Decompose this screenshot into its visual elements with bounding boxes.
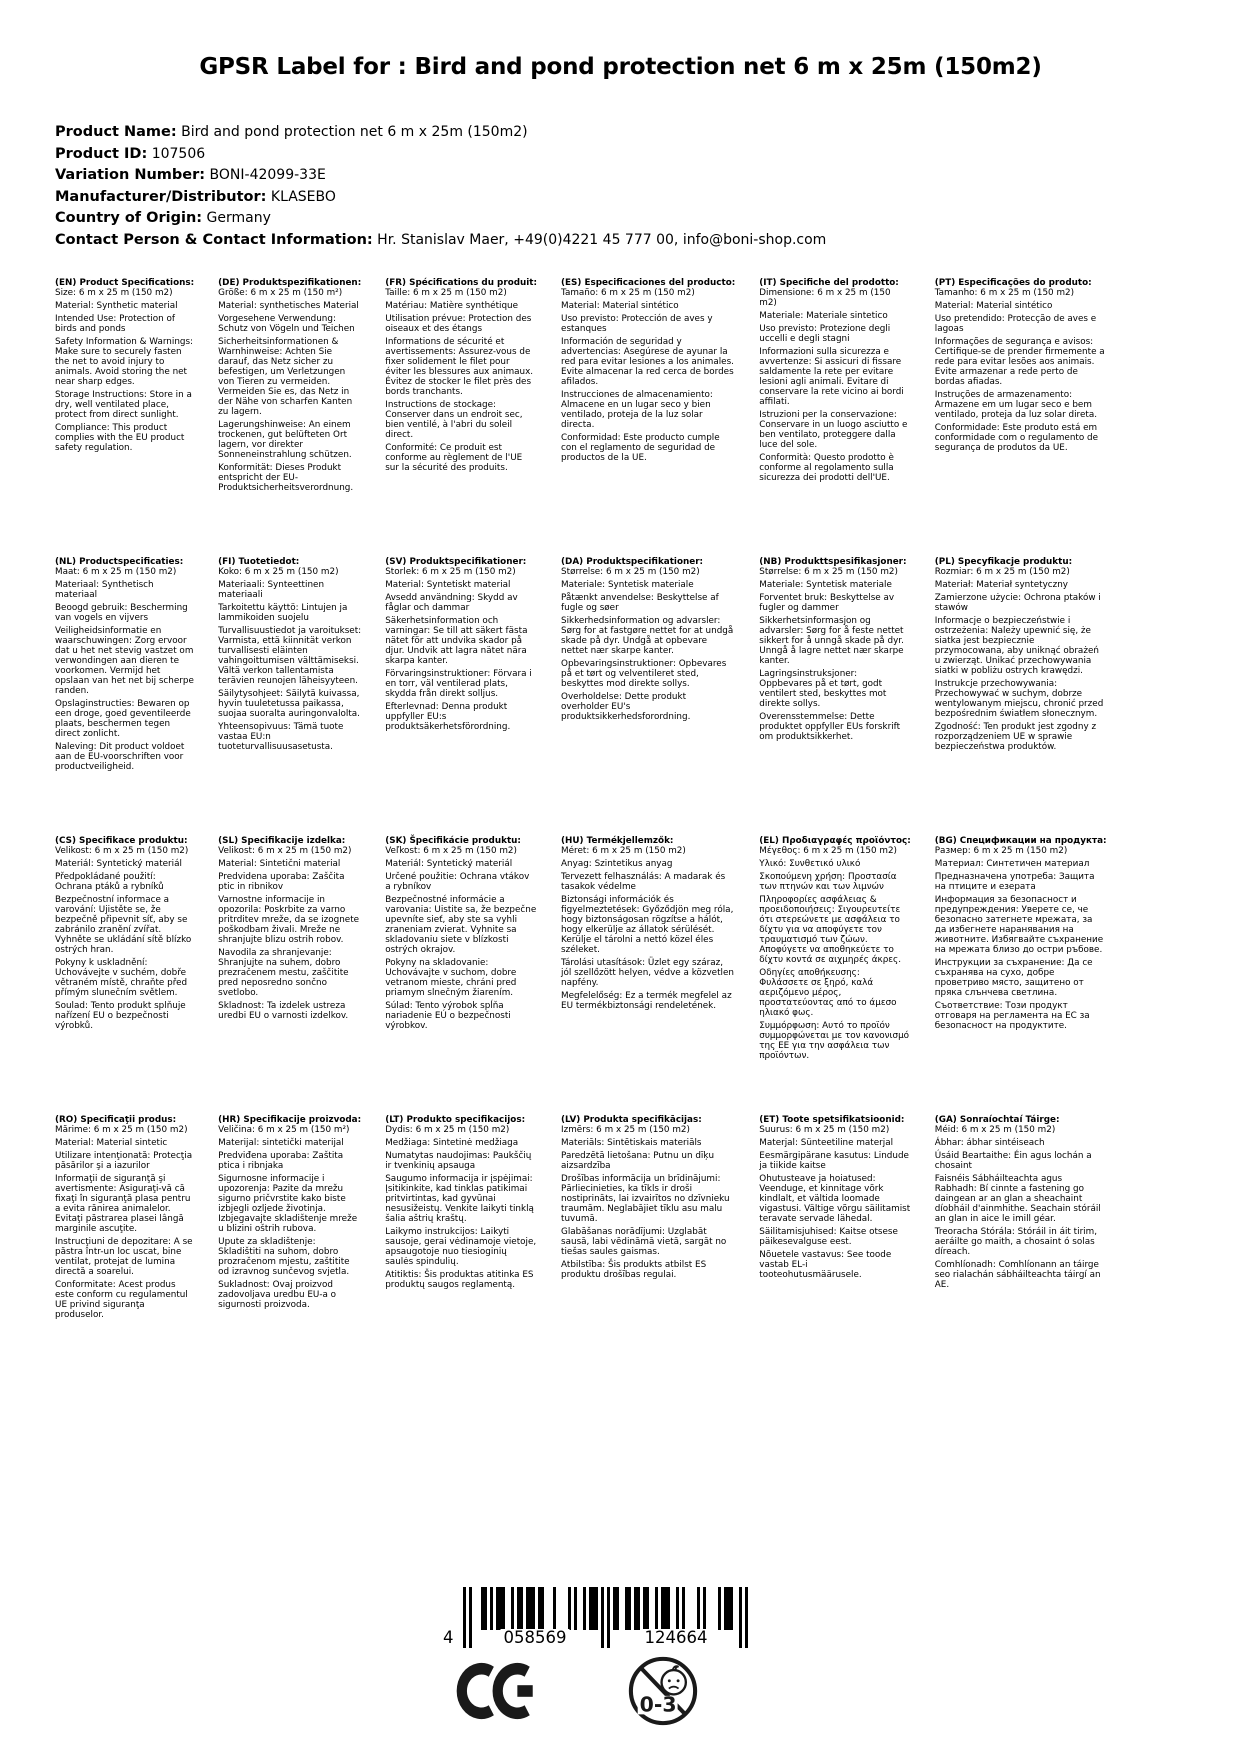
- spec-paragraph: Informaţii de siguranţă şi avertismente: Asiguraţi-vă că fixaţi în siguranţă plasa pentru a evita rănirea animalelor. Evitaţi păstrarea plasei lângă marginile ascuţite.: [55, 1174, 191, 1234]
- spec-paragraph: Intended Use: Protection of birds and ponds: [55, 314, 175, 334]
- spec-block-et: [759, 1115, 923, 1394]
- spec-paragraph: Materjal: Sünteetiline materjal: [759, 1138, 894, 1148]
- spec-paragraph: Glabāšanas norādījumi: Uzglabāt sausā, labi vēdināmā vietā, sargāt no tiešas saules gaismas.: [561, 1227, 727, 1257]
- spec-paragraph: Úsáid Beartaithe: Éin agus lochán a chosaint: [934, 1151, 1092, 1171]
- spec-paragraph: Overholdelse: Dette produkt overholder EU's produktsikkerhedsforordning.: [561, 692, 691, 722]
- product-info-value: 107506: [147, 145, 206, 162]
- spec-block-it: [759, 278, 923, 557]
- spec-paragraph: Informations de sécurité et avertissements: Assurez-vous de fixer solidement le filet pour éviter les blessures aux animaux. Évitez de stocker le filet près des bords tranchants.: [385, 337, 534, 397]
- spec-paragraph: Μέγεθος: 6 m x 25 m (150 m2): [759, 846, 897, 856]
- spec-paragraph: Størrelse: 6 m x 25 m (150 m2): [561, 567, 700, 577]
- spec-paragraph: Pokyny k uskladnění: Uchovávejte v suchém, dobře větraném místě, chraňte před přímým slunečním světlem.: [55, 958, 188, 998]
- spec-paragraph: Materiale: Syntetisk materiale: [759, 580, 892, 590]
- spec-paragraph: Atbilstība: Šis produkts atbilst ES produktu drošības regulai.: [561, 1260, 707, 1280]
- spec-paragraph: Sicherheitsinformationen & Warnhinweise: Achten Sie darauf, das Netz sicher zu befestigen, um Verletzungen von Tieren zu vermeiden. Vermeiden Sie es, das Netz in der Nähe von scharfen Kanten zu lagern.: [218, 337, 353, 417]
- spec-block-lt: [385, 1115, 550, 1394]
- spec-block-header: (HU) Termékjellemzők:: [561, 836, 674, 846]
- product-info-value: KLASEBO: [266, 188, 336, 205]
- spec-paragraph: Conformidad: Este producto cumple con el reglamento de seguridad de productos de la UE.: [561, 433, 720, 463]
- spec-paragraph: Ábhar: ábhar sintéiseach: [934, 1138, 1045, 1148]
- spec-paragraph: Opbevaringsinstruktioner: Opbevares på et tørt og velventileret sted, beskyttes mod direkte sollys.: [561, 659, 727, 689]
- spec-paragraph: Информация за безопасност и предупреждения: Уверете се, че безопасно затегнете мрежата, за да избегнете наранявания на животните. Избягвайте съхранение на мрежата близо до остри ръбове.: [934, 895, 1104, 955]
- spec-paragraph: Dydis: 6 m x 25 m (150 m2): [385, 1125, 510, 1135]
- spec-block-header: (DE) Produktspezifikationen:: [218, 278, 362, 288]
- spec-paragraph: Σκοπούμενη χρήση: Προστασία των πτηνών και των λιμνών: [759, 872, 897, 892]
- spec-paragraph: Dimensione: 6 m x 25 m (150 m2): [759, 288, 891, 308]
- spec-paragraph: Bezpečnostní informace a varování: Ujistěte se, že bezpečně připevnit síť, aby se zabránilo zranění zvířat. Vyhněte se ukládání sítě blízko ostrých hran.: [55, 895, 192, 955]
- spec-block-de: [218, 278, 374, 557]
- spec-paragraph: Lagerungshinweise: An einem trockenen, gut belüfteten Ort lagern, vor direkter Sonneneinstrahlung schützen.: [218, 420, 352, 460]
- spec-paragraph: Compliance: This product complies with the EU product safety regulation.: [55, 423, 185, 453]
- spec-paragraph: Material: Material sintetic: [55, 1138, 168, 1148]
- spec-paragraph: Saugumo informacija ir įspėjimai: Įsitikinkite, kad tinklas patikimai pritvirtintas, kad gyvūnai nesusižeistų. Venkite laikyti tinklą šalia aštrių kraštų.: [385, 1174, 534, 1224]
- spec-block-pt: [935, 278, 1120, 557]
- spec-paragraph: Avsedd användning: Skydd av fåglar och dammar: [385, 593, 518, 613]
- spec-block-cs: [55, 836, 207, 1115]
- spec-paragraph: Utilisation prévue: Protection des oiseaux et des étangs: [385, 314, 532, 334]
- spec-paragraph: Υλικό: Συνθετικό υλικό: [759, 859, 861, 869]
- product-info: [55, 121, 826, 250]
- spec-paragraph: Naleving: Dit product voldoet aan de EU-voorschriften voor productveiligheid.: [55, 742, 185, 772]
- spec-paragraph: Ohutusteave ja hoiatused: Veenduge, et kinnitage võrk kindlalt, et vältida loomade vigastusi. Vältige võrgu säilitamist teravate servade lähedal.: [759, 1174, 911, 1224]
- spec-paragraph: Materiał: Materiał syntetyczny: [934, 580, 1069, 590]
- spec-paragraph: Comhlíonadh: Comhlíonann an táirge seo rialachán sábháilteachta táirgí an AE.: [934, 1260, 1101, 1290]
- spec-paragraph: Rozmiar: 6 m x 25 m (150 m2): [934, 567, 1070, 577]
- spec-block-header: (PT) Especificações do produto:: [934, 278, 1092, 288]
- spec-paragraph: Material: Synthetic material: [55, 301, 178, 311]
- spec-block-header: (HR) Specifikacije proizvoda:: [218, 1115, 362, 1125]
- spec-paragraph: Velikost: 6 m x 25 m (150 m2): [218, 846, 352, 856]
- spec-paragraph: Инструкции за съхранение: Да се съхранява на сухо, добре проветриво място, защитено от пряка слънчева светлина.: [934, 958, 1093, 998]
- spec-paragraph: Size: 6 m x 25 m (150 m2): [55, 288, 173, 298]
- product-info-row-5: [55, 229, 826, 251]
- spec-paragraph: Laikymo instrukcijos: Laikyti sausoje, gerai vėdinamoje vietoje, apsaugotoje nuo tiesioginių saulės spindulių.: [385, 1227, 537, 1267]
- spec-paragraph: Størrelse: 6 m x 25 m (150 m2): [759, 567, 898, 577]
- spec-paragraph: Instrucciones de almacenamiento: Almacene en un lugar seco y bien ventilado, proteja de la luz solar directa.: [561, 390, 713, 430]
- spec-paragraph: Οδηγίες αποθήκευσης: Φυλάσσετε σε ξηρό, καλά αεριζόμενο μέρος, προστατεύοντας από το άμεσο ηλιακό φως.: [759, 968, 897, 1018]
- spec-paragraph: Overensstemmelse: Dette produktet oppfyller EUs forskrift om produktsikkerhet.: [759, 712, 901, 742]
- spec-paragraph: Materiāls: Sintētiskais materiāls: [561, 1138, 702, 1148]
- spec-paragraph: Upute za skladištenje: Skladištiti na suhom, dobro prozračenom mjestu, zaštitite od izravnog sunčevog svjetla.: [218, 1237, 350, 1277]
- spec-paragraph: Materiale: Syntetisk materiale: [561, 580, 694, 590]
- spec-paragraph: Taille: 6 m x 25 m (150 m2): [385, 288, 507, 298]
- product-info-row-3: [55, 186, 826, 208]
- spec-paragraph: Materiál: Syntetický materiál: [385, 859, 513, 869]
- spec-block-lv: [561, 1115, 748, 1394]
- spec-paragraph: Mărime: 6 m x 25 m (150 m2): [55, 1125, 188, 1135]
- spec-paragraph: Numatytas naudojimas: Paukščių ir tvenkinių apsauga: [385, 1151, 532, 1171]
- spec-block-header: (LV) Produkta specifikācijas:: [561, 1115, 702, 1125]
- ce-mark-icon: [455, 1661, 537, 1721]
- spec-paragraph: Säilitamisjuhised: Kaitse otsese päikesevalguse eest.: [759, 1227, 898, 1247]
- product-info-value: Germany: [202, 210, 271, 226]
- product-info-label: Variation Number:: [55, 167, 206, 183]
- spec-paragraph: Předpokládané použití: Ochrana ptáků a rybníků: [55, 872, 164, 892]
- spec-block-header: (SV) Produktspecifikationer:: [385, 557, 527, 567]
- spec-paragraph: Påtænkt anvendelse: Beskyttelse af fugle og søer: [561, 593, 719, 613]
- spec-block-header: (DA) Produktspecifikationer:: [561, 557, 704, 567]
- product-info-label: Country of Origin:: [55, 210, 203, 226]
- age-warning-0-3-icon: [627, 1655, 699, 1727]
- spec-paragraph: Informações de segurança e avisos: Certifique-se de prender firmemente a rede para evitar lesões aos animais. Evite armazenar a rede perto de bordas afiadas.: [934, 337, 1105, 387]
- barcode-digit-left: 4: [443, 1628, 454, 1647]
- spec-paragraph: Πληροφορίες ασφάλειας & προειδοποιήσεις: Σιγουρευτείτε ότι στερεώνετε με ασφάλεια το δίχτυ για να αποφύγετε τον τραυματισμό των ζώων. Αποφύγετε να αποθηκεύετε το δίχτυ κοντά σε αιχμηρές άκρες.: [759, 895, 901, 965]
- product-info-value: BONI-42099-33E: [205, 167, 326, 183]
- spec-paragraph: Materiaal: Synthetisch materiaal: [55, 580, 154, 600]
- spec-block-nb: [759, 557, 923, 836]
- spec-paragraph: Предназначена употреба: Защита на птиците и езерата: [934, 872, 1095, 892]
- spec-paragraph: Veiligheidsinformatie en waarschuwingen: Zorg ervoor dat u het net stevig vastzet om verwondingen aan dieren te voorkomen. Vermijd het opslaan van het net bij scherpe randen.: [55, 626, 194, 696]
- spec-paragraph: Sigurnosne informacije i upozorenja: Pazite da mrežu sigurno pričvrstite kako biste izbjegli ozljede životinja. Izbjegavajte skladištenje mreže u blizini oštrih rubova.: [218, 1174, 358, 1234]
- spec-block-ro: [55, 1115, 207, 1394]
- spec-paragraph: Съответствие: Този продукт отговаря на регламента на ЕС за безопасност на продуктите.: [934, 1001, 1090, 1031]
- spec-paragraph: Materiál: Syntetický materiál: [55, 859, 182, 869]
- spec-paragraph: Predviđena uporaba: Zaštita ptica i ribnjaka: [218, 1151, 344, 1171]
- spec-paragraph: Größe: 6 m x 25 m (150 m²): [218, 288, 343, 298]
- spec-paragraph: Instruções de armazenamento: Armazene em um lugar seco e bem ventilado, proteja da luz solar direta.: [934, 390, 1098, 420]
- spec-paragraph: Utilizare intenţionată: Protecţia păsărilor şi a iazurilor: [55, 1151, 193, 1171]
- spec-grid: [55, 278, 1107, 1394]
- spec-paragraph: Méid: 6 m x 25 m (150 m2): [934, 1125, 1056, 1135]
- spec-paragraph: Sikkerhedsinformation og advarsler: Sørg for at fastgøre nettet for at undgå skade på dyr. Undgå at opbevare nettet nær skarpe kanter.: [561, 616, 734, 656]
- spec-block-header: (ET) Toote spetsifikatsioonid:: [759, 1115, 905, 1125]
- spec-paragraph: Predvidena uporaba: Zaščita ptic in ribnikov: [218, 872, 345, 892]
- spec-block-bg: [935, 836, 1120, 1115]
- spec-paragraph: Biztonsági információk és figyelmeztetések: Győződjön meg róla, hogy biztonságosan rögzítse a hálót, hogy elkerülje az állatok sérülését. Kerülje el tárolni a nettó közel éles széleket.: [561, 895, 734, 955]
- spec-paragraph: Tárolási utasítások: Üzlet egy száraz, jól szellőzött helyen, védve a közvetlen napfény.: [561, 958, 734, 988]
- spec-block-nl: [55, 557, 207, 836]
- spec-block-header: (SK) Špecifikácie produktu:: [385, 836, 521, 846]
- barcode-digits-group2: 124664: [642, 1629, 711, 1647]
- spec-block-el: [759, 836, 923, 1115]
- spec-block-hr: [218, 1115, 374, 1394]
- spec-paragraph: Material: Sintetični material: [218, 859, 341, 869]
- age-warning-label: 0-3: [639, 1692, 677, 1717]
- spec-paragraph: Conformità: Questo prodotto è conforme al regolamento sulla sicurezza dei prodotti dell'UE.: [759, 453, 894, 483]
- spec-block-header: (IT) Specifiche del prodotto:: [759, 278, 899, 288]
- spec-paragraph: Zgodność: Ten produkt jest zgodny z rozporządzeniem UE w sprawie bezpieczeństwa produktów.: [934, 722, 1097, 752]
- spec-paragraph: Informazioni sulla sicurezza e avvertenze: Si assicuri di fissare saldamente la rete per evitare lesioni agli animali. Evitare di conservare la rete vicino ai bordi affilati.: [759, 347, 904, 407]
- spec-block-header: (ES) Especificaciones del producto:: [561, 278, 736, 288]
- spec-paragraph: Uso pretendido: Protecção de aves e lagoas: [934, 314, 1097, 334]
- spec-paragraph: Atitiktis: Šis produktas atitinka ES produktų saugos reglamentą.: [385, 1270, 534, 1290]
- spec-block-header: (NB) Produkttspesifikasjoner:: [759, 557, 907, 567]
- spec-paragraph: Tarkoitettu käyttö: Lintujen ja lammikoiden suojelu: [218, 603, 348, 623]
- spec-block-ga: [935, 1115, 1120, 1394]
- spec-paragraph: Instructions de stockage: Conserver dans un endroit sec, bien ventilé, à l'abri du soleil direct.: [385, 400, 523, 440]
- spec-block-da: [561, 557, 748, 836]
- spec-paragraph: Bezpečnostné informácie a varovania: Uistite sa, že bezpečne upevníte sieť, aby ste sa vyhli zraneniam zvierat. Vyhnite sa skladovaniu siete v blízkosti ostrých okrajov.: [385, 895, 537, 955]
- spec-paragraph: Medžiaga: Sintetinė medžiaga: [385, 1138, 519, 1148]
- spec-paragraph: Turvallisuustiedot ja varoitukset: Varmista, että kiinnität verkon turvallisesti eläinten vahingoittumisen välttämiseksi. Vältä verkon tallentamista terävien reunojen läheisyyteen.: [218, 626, 362, 686]
- baby-face-icon: [662, 1666, 686, 1694]
- spec-block-fr: [385, 278, 550, 557]
- spec-paragraph: Conformité: Ce produit est conforme au règlement de l'UE sur la sécurité des produits.: [385, 443, 523, 473]
- spec-paragraph: Säkerhetsinformation och varningar: Se till att säkert fästa nätet för att undvika skador på djur. Undvik att lagra nätet nära skarpa kanter.: [385, 616, 528, 666]
- spec-paragraph: Skladnost: Ta izdelek ustreza uredbi EU o varnosti izdelkov.: [218, 1001, 349, 1021]
- spec-paragraph: Storage Instructions: Store in a dry, well ventilated place, protect from direct sunlight.: [55, 390, 192, 420]
- product-info-value: Bird and pond protection net 6 m x 25m (150m2): [176, 124, 528, 140]
- spec-paragraph: Размер: 6 m x 25 m (150 m2): [934, 846, 1068, 856]
- spec-block-header: (EL) Προδιαγραφές προϊόντος:: [759, 836, 911, 846]
- product-info-label: Manufacturer/Distributor:: [55, 188, 267, 205]
- spec-paragraph: Tervezett felhasználás: A madarak és tasakok védelme: [561, 872, 726, 892]
- spec-paragraph: Matériau: Matière synthétique: [385, 301, 519, 311]
- spec-paragraph: Materiaali: Synteettinen materiaali: [218, 580, 325, 600]
- spec-block-header: (EN) Product Specifications:: [55, 278, 195, 288]
- spec-paragraph: Megfelelőség: Ez a termék megfelel az EU termékbiztonsági rendeletének.: [561, 991, 732, 1011]
- spec-paragraph: Uso previsto: Protezione degli uccelli e degli stagni: [759, 324, 891, 344]
- product-info-label: Product Name:: [55, 124, 177, 140]
- spec-paragraph: Paredzētā lietošana: Putnu un dīķu aizsardzība: [561, 1151, 715, 1171]
- product-info-row-0: [55, 121, 826, 143]
- spec-block-sv: [385, 557, 550, 836]
- spec-paragraph: Istruzioni per la conservazione: Conservare in un luogo asciutto e ben ventilato, proteggere dalla luce del sole.: [759, 410, 908, 450]
- spec-paragraph: Faisnéis Sábháilteachta agus Rabhadh: Bí cinnte a fastening go daingean ar an glan a sheachaint díobháil d'ainmhithe. Seachain stóráil an glan in aice le imill géar.: [934, 1174, 1101, 1224]
- spec-paragraph: Förvaringsinstruktioner: Förvara i en torr, väl ventilerad plats, skydda från direkt solljus.: [385, 669, 532, 699]
- product-info-row-4: [55, 207, 826, 229]
- spec-paragraph: Veličina: 6 m x 25 m (150 m²): [218, 1125, 350, 1135]
- spec-paragraph: Nõuetele vastavus: See toode vastab EL-i tooteohutusmäärusele.: [759, 1250, 892, 1280]
- spec-block-header: (NL) Productspecificaties:: [55, 557, 184, 567]
- product-info-row-1: [55, 143, 826, 165]
- spec-block-fi: [218, 557, 374, 836]
- spec-paragraph: Sikkerhetsinformasjon og advarsler: Sørg for å feste nettet sikkert for å unngå skade på dyr. Unngå å lagre nettet nær skarpe kanter.: [759, 616, 904, 666]
- spec-paragraph: Koko: 6 m x 25 m (150 m2): [218, 567, 339, 577]
- spec-paragraph: Συμμόρφωση: Αυτό το προϊόν συμμορφώνεται με τον κανονισμό της ΕΕ για την ασφάλεια των προϊόντων.: [759, 1021, 910, 1061]
- spec-paragraph: Efterlevnad: Denna produkt uppfyller EU:s produktsäkerhetsförordning.: [385, 702, 511, 732]
- spec-paragraph: Conformidade: Este produto está em conformidade com o regulamento de segurança de produtos da UE.: [934, 423, 1099, 453]
- spec-paragraph: Uso previsto: Protección de aves y estanques: [561, 314, 713, 334]
- spec-paragraph: Beoogd gebruik: Bescherming van vogels en vijvers: [55, 603, 188, 623]
- spec-paragraph: Conformitate: Acest produs este conform cu regulamentul UE privind siguranţa produselor.: [55, 1280, 188, 1320]
- spec-paragraph: Material: Syntetiskt material: [385, 580, 511, 590]
- spec-paragraph: Material: Material sintético: [934, 301, 1053, 311]
- spec-paragraph: Vorgesehene Verwendung: Schutz von Vögeln und Teichen: [218, 314, 355, 334]
- spec-paragraph: Sukladnost: Ovaj proizvod zadovoljava uredbu EU-a o sigurnosti proizvoda.: [218, 1280, 337, 1310]
- product-info-value: Hr. Stanislav Maer, +49(0)4221 45 777 00, info@boni-shop.com: [372, 231, 827, 248]
- product-info-label: Contact Person & Contact Information:: [55, 231, 373, 248]
- page-title: GPSR Label for : Bird and pond protection net 6 m x 25m (150m2): [199, 54, 1042, 80]
- product-info-label: Product ID:: [55, 145, 148, 162]
- spec-paragraph: Maat: 6 m x 25 m (150 m2): [55, 567, 177, 577]
- spec-paragraph: Súlad: Tento výrobok spĺňa nariadenie EÚ o bezpečnosti výrobkov.: [385, 1001, 511, 1031]
- spec-paragraph: Eesmärgipärane kasutus: Lindude ja tiikide kaitse: [759, 1151, 909, 1171]
- spec-paragraph: Säilytysohjeet: Säilytä kuivassa, hyvin tuuletetussa paikassa, suojaa suoralta auringonvalolta.: [218, 689, 360, 719]
- spec-paragraph: Forventet bruk: Beskyttelse av fugler og dammer: [759, 593, 895, 613]
- spec-block-header: (GA) Sonraíochtaí Táirge:: [934, 1115, 1060, 1125]
- spec-paragraph: Varnostne informacije in opozorila: Poskrbite za varno pritrditev mreže, da se izognete poškodbam živali. Mreže ne shranjujte blizu ostrih robov.: [218, 895, 360, 945]
- spec-block-sk: [385, 836, 550, 1115]
- spec-paragraph: Velikost: 6 m x 25 m (150 m2): [55, 846, 189, 856]
- spec-paragraph: Material: Material sintético: [561, 301, 679, 311]
- barcode-digits-group1: 058569: [501, 1629, 570, 1647]
- spec-paragraph: Treoracha Stórála: Stóráil in áit tirim, aeráilte go maith, a chosaint ó solas díreach.: [934, 1227, 1097, 1257]
- ean-barcode: [443, 1587, 753, 1649]
- spec-paragraph: Материал: Синтетичен материал: [934, 859, 1090, 869]
- spec-paragraph: Lagringsinstruksjoner: Oppbevares på et tørt, godt ventilert sted, beskyttes mot direkte sollys.: [759, 669, 887, 709]
- spec-paragraph: Izmērs: 6 m x 25 m (150 m2): [561, 1125, 690, 1135]
- spec-block-pl: [935, 557, 1120, 836]
- spec-block-header: (BG) Спецификации на продукта:: [934, 836, 1107, 846]
- spec-paragraph: Instrukcje przechowywania: Przechowywać w suchym, dobrze wentylowanym miejscu, chronić przed bezpośrednim światłem słonecznym.: [934, 679, 1104, 719]
- spec-paragraph: Zamierzone użycie: Ochrona ptaków i stawów: [934, 593, 1101, 613]
- spec-paragraph: Suurus: 6 m x 25 m (150 m2): [759, 1125, 890, 1135]
- spec-paragraph: Tamanho: 6 m x 25 m (150 m2): [934, 288, 1075, 298]
- spec-block-header: (SL) Specifikacije izdelka:: [218, 836, 346, 846]
- spec-paragraph: Méret: 6 m x 25 m (150 m2): [561, 846, 686, 856]
- spec-block-es: [561, 278, 748, 557]
- spec-paragraph: Safety Information & Warnings: Make sure to securely fasten the net to avoid injury to animals. Avoid storing the net near sharp edges.: [55, 337, 194, 387]
- spec-paragraph: Konformität: Dieses Produkt entspricht der EU-Produktsicherheitsverordnung.: [218, 463, 354, 493]
- product-info-row-2: [55, 164, 826, 186]
- spec-paragraph: Yhteensopivuus: Tämä tuote vastaa EU:n tuoteturvallisuusasetusta.: [218, 722, 344, 752]
- spec-block-header: (LT) Produkto specifikacijos:: [385, 1115, 526, 1125]
- spec-paragraph: Navodila za shranjevanje: Shranjujte na suhem, dobro prezračenem mestu, zaščitite pred neposredno sončno svetlobo.: [218, 948, 349, 998]
- spec-block-hu: [561, 836, 748, 1115]
- spec-block-header: (PL) Specyfikacje produktu:: [934, 557, 1073, 567]
- spec-paragraph: Pokyny na skladovanie: Uchovávajte v suchom, dobre vetranom mieste, chráni pred priamym slnečným žiarením.: [385, 958, 517, 998]
- spec-block-header: (RO) Specificaţii produs:: [55, 1115, 177, 1125]
- spec-block-en: [55, 278, 207, 557]
- spec-block-sl: [218, 836, 374, 1115]
- spec-block-header: (FR) Spécifications du produit:: [385, 278, 538, 288]
- spec-paragraph: Tamaño: 6 m x 25 m (150 m2): [561, 288, 695, 298]
- spec-paragraph: Materiale: Materiale sintetico: [759, 311, 888, 321]
- spec-block-header: (CS) Specifikace produktu:: [55, 836, 188, 846]
- spec-paragraph: Informacje o bezpieczeństwie i ostrzeżenia: Należy upewnić się, że siatka jest bezpiecznie przymocowana, aby uniknąć obrażeń u zwierząt. Unikać przechowywania siatki w pobliżu ostrych krawędzi.: [934, 616, 1099, 676]
- spec-paragraph: Storlek: 6 m x 25 m (150 m2): [385, 567, 516, 577]
- spec-paragraph: Určené použitie: Ochrana vtákov a rybníkov: [385, 872, 530, 892]
- spec-paragraph: Anyag: Szintetikus anyag: [561, 859, 673, 869]
- spec-paragraph: Drošības informācija un brīdinājumi: Pārliecinieties, ka tīkls ir droši nostiprināts, lai izvairītos no dzīvnieku traumām. Neglabājiet tīklu asu malu tuvumā.: [561, 1174, 730, 1224]
- spec-paragraph: Información de seguridad y advertencias: Asegúrese de ayunar la red para evitar lesiones a los animales. Evite almacenar la red cerca de bordes afilados.: [561, 337, 734, 387]
- spec-paragraph: Instrucţiuni de depozitare: A se păstra într-un loc uscat, bine ventilat, protejat de lumina directă a soarelui.: [55, 1237, 193, 1277]
- spec-paragraph: Materijal: sintetički materijal: [218, 1138, 344, 1148]
- spec-paragraph: Veľkost: 6 m x 25 m (150 m2): [385, 846, 517, 856]
- spec-paragraph: Opslaginstructies: Bewaren op een droge, goed geventileerde plaats, beschermen tegen direct zonlicht.: [55, 699, 191, 739]
- spec-paragraph: Material: synthetisches Material: [218, 301, 359, 311]
- spec-paragraph: Soulad: Tento produkt splňuje nařízení EU o bezpečnosti výrobků.: [55, 1001, 186, 1031]
- spec-block-header: (FI) Tuotetiedot:: [218, 557, 300, 567]
